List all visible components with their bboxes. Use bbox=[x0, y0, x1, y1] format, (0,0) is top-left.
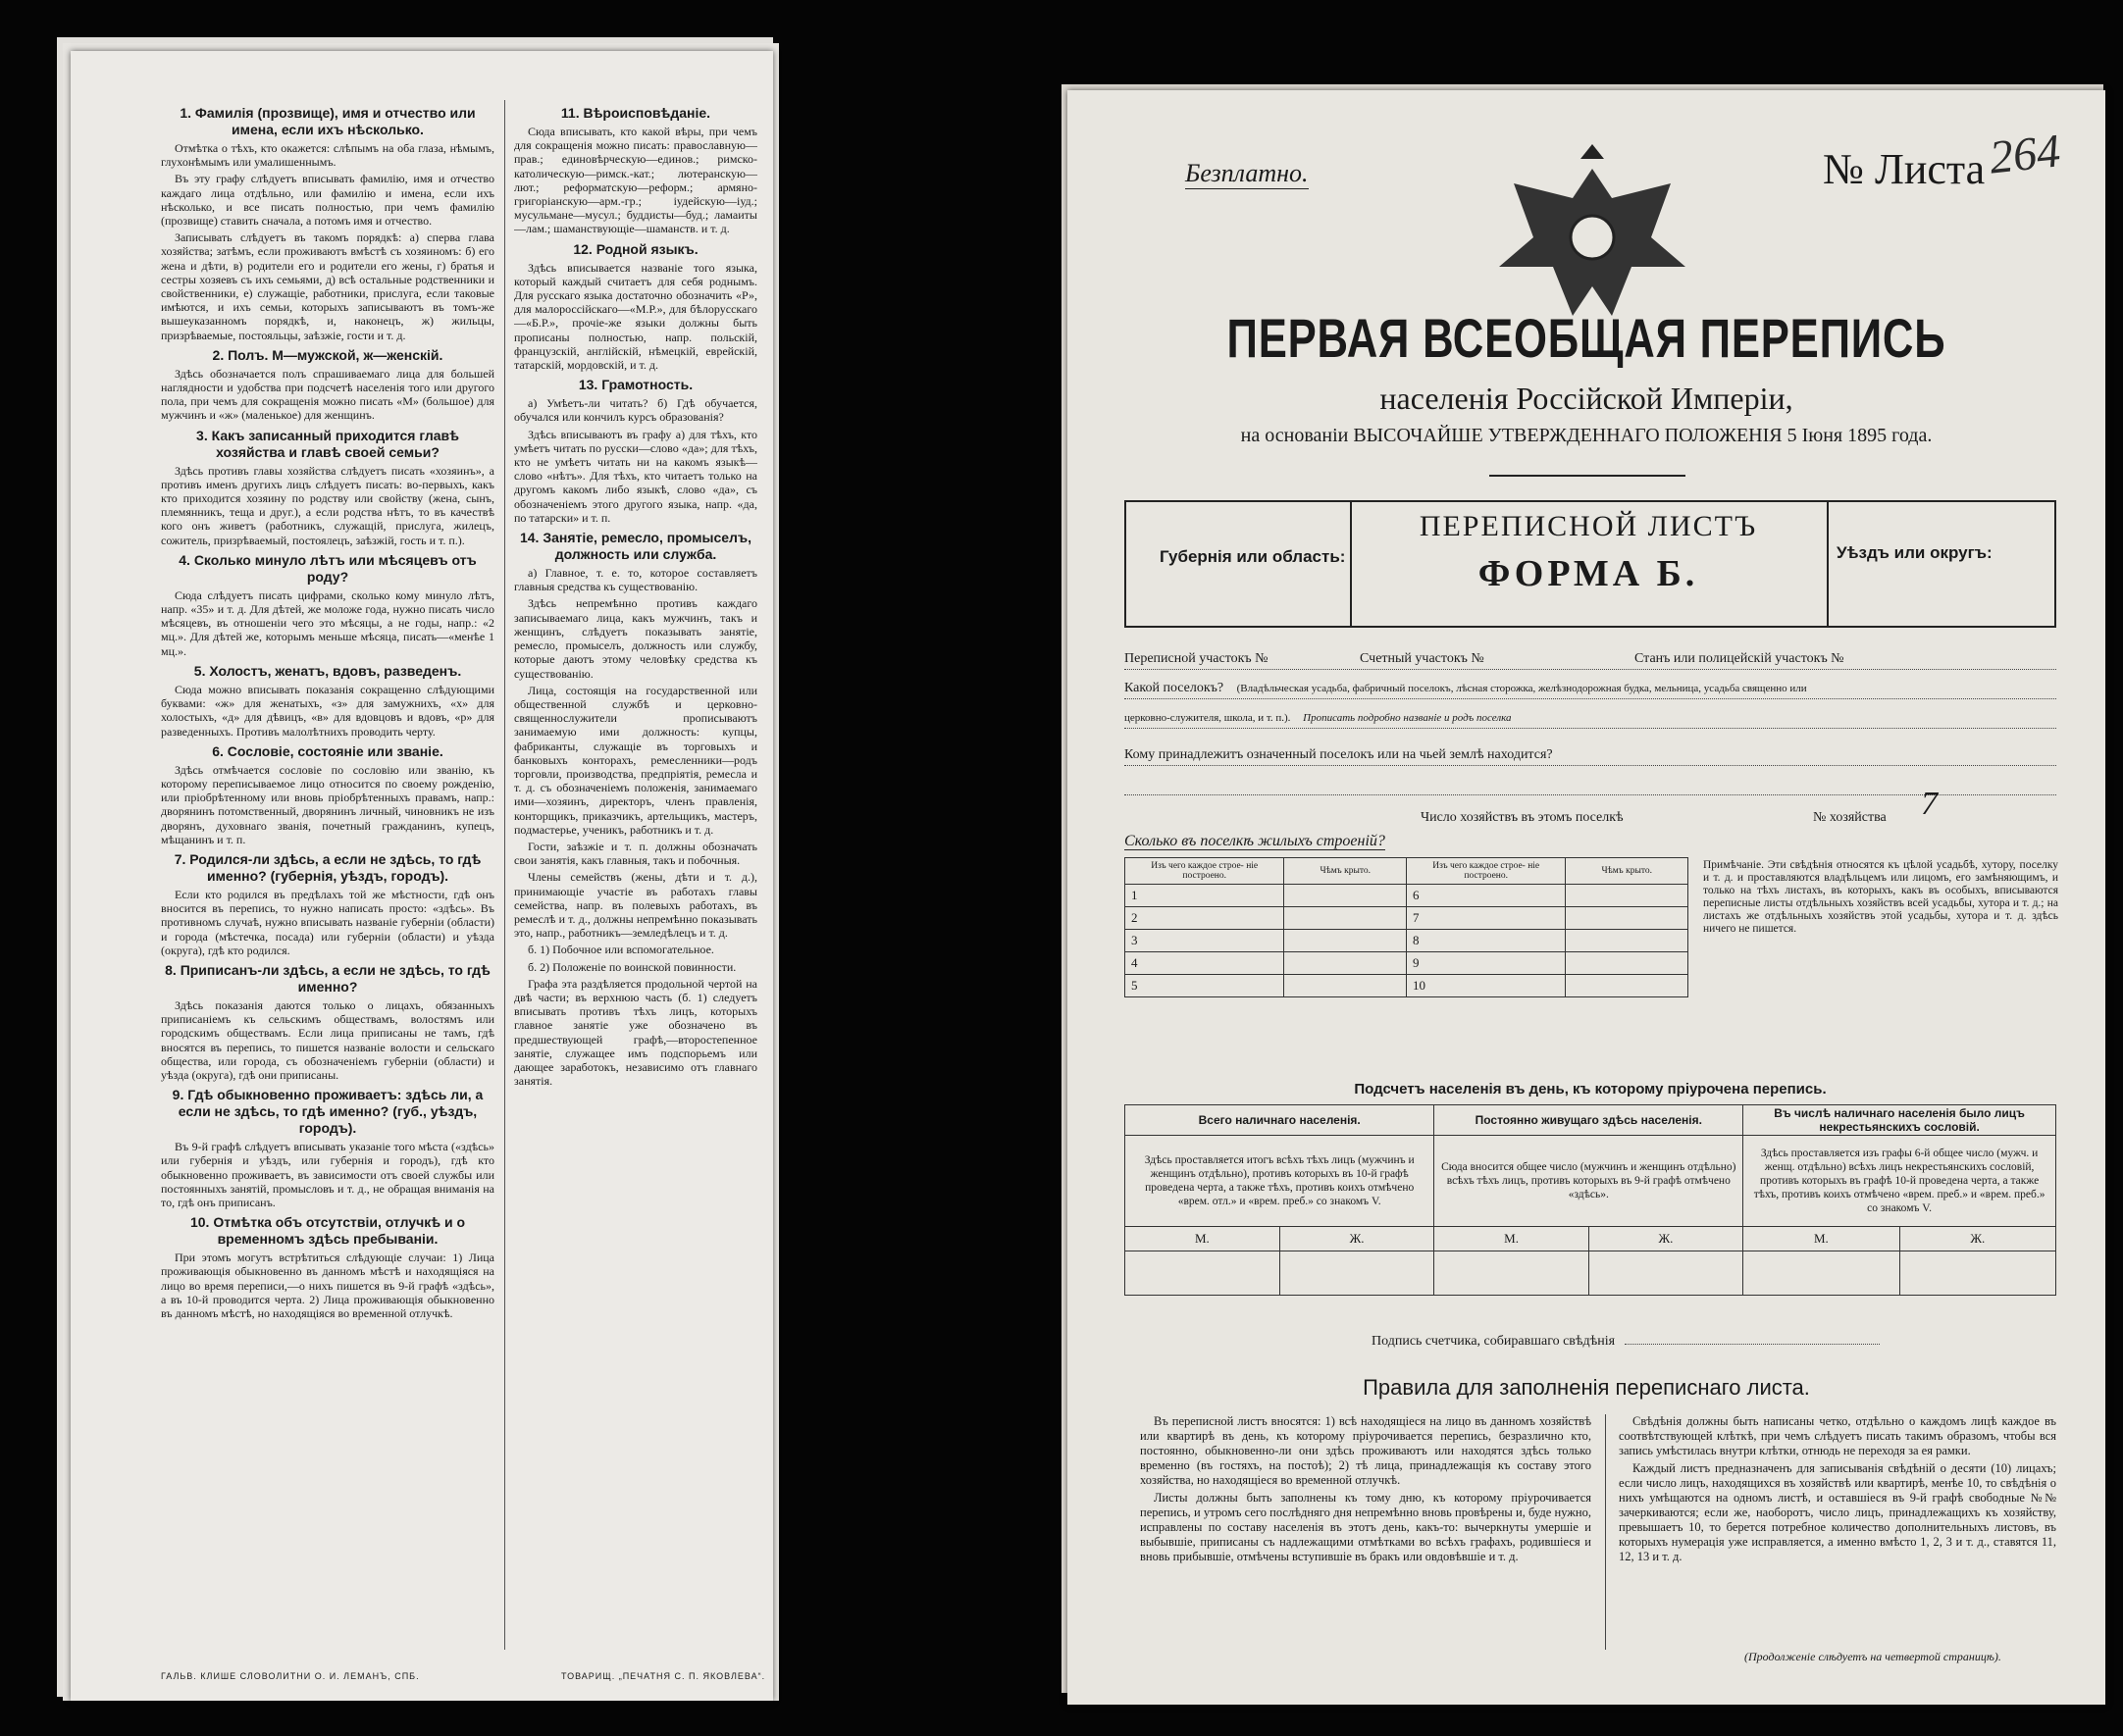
form-subtitle: населенія Россійской Имперіи, bbox=[1379, 381, 1793, 416]
sheet-number-handwritten: 264 bbox=[1987, 125, 2063, 184]
building-row-number: 1 bbox=[1125, 885, 1284, 907]
building-row-number: 4 bbox=[1125, 952, 1284, 975]
buildings-label: Сколько въ поселкѣ жилыхъ строеній? bbox=[1124, 833, 1385, 849]
landowner-line-blank bbox=[1124, 777, 2056, 795]
section-heading: 1. Фамилія (прозвище), имя и отчество или имена, если ихъ нѣсколько. bbox=[180, 105, 476, 137]
building-roof-cell bbox=[1566, 907, 1688, 930]
header-box bbox=[1124, 500, 2056, 628]
rule-paragraph: Каждый листъ предназначенъ для записыванія свѣдѣній о десяти (10) лицахъ; если число лицъ, находящихся въ хозяйствѣ или квартирѣ, менѣе 10, то свѣдѣнія о нихъ умѣщаются на одномъ листѣ, и оставшіеся въ 9-й графѣ свободные №№ зачеркиваются; если же, наоборотъ, число лицъ, принадлежащихъ къ хозяйству, превышаетъ 10, то берется потребное количество дополнительныхъ листовъ, въ которыхъ нумерація уже исправляется, а именно вмѣсто 1, 2, 3 и т. д., ставятся 11, 12, 13 и т. д. bbox=[1619, 1461, 2056, 1563]
gubernia-label: Губернія или область: bbox=[1160, 547, 1346, 566]
title-rule bbox=[1489, 475, 1685, 477]
printer-footer-left: ГАЛЬВ. КЛИШЕ СЛОВОЛИТНИ О. И. ЛЕМАНЪ, СПБ. bbox=[161, 1671, 420, 1681]
section-heading: 8. Приписанъ-ли здѣсь, а если не здѣсь, то гдѣ именно? bbox=[165, 961, 491, 995]
rules-divider bbox=[1605, 1414, 1606, 1650]
count-sex-header: Ж. bbox=[1899, 1227, 2055, 1251]
population-count-table bbox=[1124, 1104, 2056, 1296]
sheet-number-label: № Листа bbox=[1823, 145, 1986, 193]
section-heading: 12. Родной языкъ. bbox=[573, 240, 699, 257]
section-paragraph: б. 2) Положеніе по воинской повинности. bbox=[528, 959, 737, 974]
building-roof-cell bbox=[1566, 952, 1688, 975]
rules-column-right bbox=[1619, 1414, 2056, 1640]
building-row-number: 9 bbox=[1406, 952, 1565, 975]
section-heading: 2. Полъ. М—мужской, ж—женскій. bbox=[212, 346, 443, 363]
count-description: Здѣсь проставляется изъ графы 6-й общее число (мужч. и женщ. отдѣльно) всѣхъ лицъ некрестьянскихъ сословій, противъ которыхъ въ графѣ 10-й проведена черта, а также тѣхъ, противъ коихъ отмѣчено «врем. преб.» и «врем. преб.» со знакомъ V. bbox=[1743, 1136, 2056, 1227]
buildings-table bbox=[1124, 857, 1688, 997]
section-paragraph: а) Главное, т. е. то, которое составляетъ главныя средства къ существованію. bbox=[514, 566, 757, 594]
count-sex-header: М. bbox=[1434, 1227, 1588, 1251]
buildings-table-header: Изъ чего каждое строе- ніе построено. bbox=[1406, 858, 1565, 885]
section-heading: 6. Сословіе, состояніе или званіе. bbox=[212, 742, 443, 759]
form-name: ФОРМА Б. bbox=[1477, 553, 1699, 594]
section-heading: 11. Вѣроисповѣданіе. bbox=[560, 105, 711, 121]
household-number-value: 7 bbox=[1921, 786, 1938, 822]
section-paragraph: Записывать слѣдуетъ въ такомъ порядкѣ: а) сперва глава хозяйства; затѣмъ, если проживаютъ вмѣстѣ съ хозяиномъ: б) его жена и дѣти, в) родители его и родители его жены, г) братья и сестры хозяевъ съ ихъ семьями, д) всѣ остальные родственники и свойственники, е) служащіе, работники, прислуга, если таковые имѣются, и ихъ семьи, которыхъ записываютъ въ томъ-же вышеуказанномъ порядкѣ, и, наконецъ, ж) жильцы, призрѣваемые, постояльцы, заѣзжіе, гости и т. д. bbox=[161, 230, 494, 342]
building-row-number: 8 bbox=[1406, 930, 1565, 952]
building-roof-cell bbox=[1284, 885, 1407, 907]
section-paragraph: Графа эта раздѣляется продольной чертой на двѣ части; въ верхнюю часть (б. 1) следуетъ вписывать противъ тѣхъ лицъ, которыхъ главное занятіе уже обозначено въ предшествующей графѣ,—второстепенное занятіе, служащее имъ подспорьемъ или дающее заработокъ, независимо отъ главнаго занятія. bbox=[514, 976, 757, 1089]
households-label: Число хозяйствъ въ этомъ поселкѣ bbox=[1421, 810, 1624, 825]
count-value-cell bbox=[1279, 1251, 1434, 1296]
rules-title: Правила для заполненія переписнаго листа. bbox=[1363, 1375, 1810, 1400]
enumeration-district-label: Переписной участокъ № bbox=[1124, 651, 1269, 666]
free-label: Безплатно. bbox=[1185, 159, 1309, 187]
buildings-table-header: Чѣмъ крыто. bbox=[1284, 858, 1407, 885]
household-number-label: № хозяйства bbox=[1813, 810, 1887, 825]
buildings-table-header: Изъ чего каждое строе- ніе построено. bbox=[1125, 858, 1284, 885]
section-heading: 13. Грамотность. bbox=[578, 377, 694, 393]
section-paragraph: Сюда можно вписывать показанія сокращенно слѣдующими буквами: «ж» для женатыхъ, «з» для замужнихъ, «х» для холостыхъ, «д» для дѣвицъ, «в» для вдовцовъ и вдовъ, «р» для разведенныхъ. Противъ малолѣтнихъ проводить черту. bbox=[161, 682, 494, 739]
section-paragraph: Сюда вписывать, кто какой вѣры, при чемъ для сокращенія можно писать: православную—прав.; единовѣрческую—единов.; римско-католическую—римск.-кат.; лютеранскую—лют.; реформатскую—реформ.; армяно-григоріанскую—арм.-гр.; іудейскую—іуд.; мусульмане—мусул.; буддисты—буд.; ламаиты—лам.; шаманствующіе—шаманств. и т. д. bbox=[514, 125, 757, 236]
form-title: ПЕРЕПИСНОЙ ЛИСТЪ bbox=[1419, 510, 1758, 542]
rule-paragraph: Листы должны быть заполнены къ тому дню, къ которому пріурочивается перепись, и утромъ сего послѣдняго дня непремѣнно вновь провѣрены и, буде нужно, исправлены по составу населенія въ этотъ день, какъ-то: вычеркнуты умершіе и выбывшіе, приписаны съ надлежащими отмѣтками во всѣхъ графахъ, родившіеся и вновь прибывшіе, отмѣчены вступившіе въ бракъ или овдовѣвшіе и т. д. bbox=[1140, 1491, 1591, 1563]
settlement-hint: (Владѣльческая усадьба, фабричный поселокъ, лѣсная сторожка, желѣзнодорожная будка, мельница, усадьба священно или bbox=[1236, 683, 1807, 694]
building-roof-cell bbox=[1566, 975, 1688, 997]
population-count-title: Подсчетъ населенія въ день, къ которому пріурочена перепись. bbox=[1354, 1081, 1827, 1098]
district-line bbox=[1124, 651, 2056, 670]
building-roof-cell bbox=[1566, 930, 1688, 952]
count-value-cell bbox=[1588, 1251, 1742, 1296]
instructions-column-1 bbox=[161, 100, 494, 1650]
count-value-cell bbox=[1434, 1251, 1588, 1296]
rule-paragraph: Въ переписной листъ вносятся: 1) всѣ находящіеся на лицо въ данномъ хозяйствѣ или квартирѣ въ день, къ которому пріурочивается перепись, безразлично кто, постоянно, обыкновенно-ли они здѣсь проживаютъ или находятся здѣсь только временно (въ гостяхъ, на постоѣ); 2) тѣ лица, принадлежащія къ составу этого хозяйства, но находящіеся во временной отлучкѣ. bbox=[1140, 1414, 1591, 1487]
building-row-number: 3 bbox=[1125, 930, 1284, 952]
settlement-hint-italic: Прописать подробно названіе и родъ поселка bbox=[1303, 712, 1512, 724]
buildings-table-header: Чѣмъ крыто. bbox=[1566, 858, 1688, 885]
count-sex-header: М. bbox=[1743, 1227, 1899, 1251]
column-divider bbox=[504, 100, 505, 1650]
section-paragraph: а) Умѣетъ-ли читать? б) Гдѣ обучается, обучался или кончилъ курсъ образованія? bbox=[514, 396, 757, 425]
section-paragraph: Здѣсь показанія даются только о лицахъ, обязанныхъ приписаніемъ къ сельскимъ обществамъ, волостямъ или городскимъ обществамъ. Если лица приписаны не тамъ, гдѣ вносятся въ перепись, то пишется названіе волости и сельскаго общества, или города, съ обозначеніемъ губерніи (области) и уѣзда (округа), гдѣ они приписаны. bbox=[161, 997, 494, 1082]
section-paragraph: Лица, состоящія на государственной или общественной службѣ и церковно-священнослужители прописываютъ занимаемую ими должность: купцы, фабриканты, служащіе въ торговыхъ и банковыхъ конторахъ, ремесленники—родъ торговли, производства, предпріятія, ремесла и т. д. съ обозначеніемъ положенія, занимаемаго ими—хозяинъ, директоръ, членъ правленія, конторщикъ, приказчикъ, артельщикъ, мастеръ, подмастерье, ученикъ, работникъ и т. д. bbox=[514, 683, 757, 837]
building-row-number: 6 bbox=[1406, 885, 1565, 907]
count-sex-header: Ж. bbox=[1588, 1227, 1742, 1251]
rule-paragraph: Свѣдѣнія должны быть написаны четко, отдѣльно о каждомъ лицѣ каждое въ соотвѣтствующей клѣткѣ, при чемъ слѣдуетъ писать такимъ образомъ, чтобы вся запись умѣстилась внутри клѣтки, отнюдь не переходя за ея рамки. bbox=[1619, 1414, 2056, 1457]
building-row-number: 7 bbox=[1406, 907, 1565, 930]
section-paragraph: Если кто родился въ предѣлахъ той же мѣстности, гдѣ онъ вносится въ перепись, то нужно написать просто: «здѣсь». Въ противномъ случаѣ, нужно вписывать названіе губерніи (области) и города (мѣстечка, посада) или губерніи (области) и уѣзда (округа), гдѣ кто родился. bbox=[161, 887, 494, 957]
count-description: Сюда вносится общее число (мужчинъ и женщинъ отдѣльно) всѣхъ тѣхъ лицъ, противъ которыхъ въ 9-й графѣ отмѣчено «здѣсь». bbox=[1434, 1136, 1743, 1227]
section-paragraph: Здѣсь вписывается названіе того языка, который каждый считаетъ для себя роднымъ. Для русскаго языка достаточно обозначить «Р», для малороссійскаго—«М.Р.», для бѣлорусскаго—«Б.Р.», прочіе-же языки должны быть прописаны полностью, напр. польскій, французскій, англійскій, нѣмецкій, еврейскій, татарскій, мордовскій, и т. д. bbox=[514, 260, 757, 373]
building-row-number: 2 bbox=[1125, 907, 1284, 930]
imperial-eagle-emblem bbox=[1494, 129, 1690, 326]
count-description: Здѣсь проставляется итогъ всѣхъ тѣхъ лицъ (мужчинъ и женщинъ отдѣльно), противъ которыхъ въ 10-й графѣ проведена черта, а также тѣхъ, противъ коихъ отмѣчено «врем. отл.» и «врем. преб.» со знакомъ V. bbox=[1125, 1136, 1434, 1227]
building-roof-cell bbox=[1284, 907, 1407, 930]
header-divider bbox=[1827, 502, 1829, 626]
building-roof-cell bbox=[1284, 975, 1407, 997]
settlement-label: Какой поселокъ? bbox=[1124, 681, 1224, 695]
section-heading: 7. Родился-ли здѣсь, а если не здѣсь, то гдѣ именно? (губернія, уѣздъ, городъ). bbox=[174, 850, 482, 884]
settlement-line-2 bbox=[1124, 710, 2056, 729]
count-value-cell bbox=[1743, 1251, 1899, 1296]
count-header: Въ числѣ наличнаго населенія было лицъ некрестьянскихъ сословій. bbox=[1743, 1105, 2056, 1136]
section-paragraph: Здѣсь обозначается полъ спрашиваемаго лица для большей наглядности и удобства при подсчетѣ населенія того или другого пола, при чемъ для сокращенія можно писать «М» (большое) для мужчинъ и «ж» (маленькое) для женщинъ. bbox=[161, 366, 494, 423]
section-paragraph: Сюда слѣдуетъ писать цифрами, сколько кому минуло лѣтъ, напр. «35» и т. д. Для дѣтей, же моложе года, нужно писать число мѣсяцевъ, въ отношеніи чего это мѣсяцы, а не годы, напр.: «2 мц.». Для дѣтей же, которымъ меньше мѣсяца, писать—«менѣе 1 мц.». bbox=[161, 587, 494, 658]
owner-line bbox=[1124, 747, 2056, 766]
police-district-label: Станъ или полицейскій участокъ № bbox=[1634, 651, 1844, 666]
building-row-number: 5 bbox=[1125, 975, 1284, 997]
form-main-title: ПЕРВАЯ ВСЕОБЩАЯ ПЕРЕПИСЬ bbox=[1226, 307, 1946, 369]
instructions-column-2 bbox=[514, 100, 757, 1650]
section-paragraph: Здѣсь непремѣнно противъ каждаго записываемаго лица, какъ мужчинъ, такъ и женщинъ, слѣдуетъ показывать занятіе, ремесло, промыселъ, должность или службу, которые даютъ этому человѣку средства къ существованію. bbox=[514, 596, 757, 681]
section-paragraph: Здѣсь противъ главы хозяйства слѣдуетъ писать «хозяинъ», а противъ именъ другихъ лицъ слѣдуетъ писать: во-первыхъ, какъ кто приходится хозяину по родству или свойству (жена, сынъ, племянникъ, теща и друг.), а если родства нѣтъ, то въ качествѣ кого онъ живетъ (работникъ, служащій, прислуга, жилецъ, сожитель, призрѣваемый, постоялецъ, заѣзжій, гость и т. п.). bbox=[161, 463, 494, 547]
buildings-note: Примѣчаніе. Эти свѣдѣнія относятся къ цѣлой усадьбѣ, хутору, поселку и т. д. и проставляются владѣльцемъ или лицомъ, его замѣняющимъ, и только на тѣхъ листахъ, въ которыхъ, какъ въ особыхъ, вписываются переписные листы отдѣльныхъ хозяйствъ всей усадьбы, хутора и т. д.; на листахъ же отдѣльныхъ хозяйствъ этой усадьбы, хутора и т. д. здѣсь ничего не пишется. bbox=[1703, 859, 2058, 935]
section-heading: 4. Сколько минуло лѣтъ или мѣсяцевъ отъ роду? bbox=[179, 551, 477, 585]
section-paragraph: Въ 9-й графѣ слѣдуетъ вписывать указаніе того мѣста («здѣсь» или губернія и уѣздъ, или губернія и городъ), гдѣ кто обыкновенно проживаетъ, въ зависимости отъ своей службы или постоянныхъ занятій, промысловъ и т. д., не обращая вниманія на то, гдѣ онъ приписанъ. bbox=[161, 1140, 494, 1209]
uezd-label: Уѣздъ или округъ: bbox=[1837, 543, 1993, 562]
building-roof-cell bbox=[1284, 952, 1407, 975]
building-roof-cell bbox=[1284, 930, 1407, 952]
section-paragraph: Въ эту графу слѣдуетъ вписывать фамилію, имя и отчество каждаго лица отдѣльно, или фамилію и имена, если ихъ нѣсколько, и все писать полностью, при чемъ фамилію (прозвище) ставить сначала, а потомъ имя и отчество. bbox=[161, 172, 494, 229]
count-sex-header: М. bbox=[1125, 1227, 1280, 1251]
section-paragraph: При этомъ могутъ встрѣтиться слѣдующіе случаи: 1) Лица проживающія обыкновенно въ данномъ мѣстѣ и находящіяся на лицо во время переписи,—о нихъ пишется въ 9-й графѣ «здѣсь», а въ 10-й проводится черта. 2) Лица проживающія обыкновенно въ данномъ мѣстѣ, но находящіяся во временной отлучкѣ. bbox=[161, 1251, 494, 1320]
census-form-sheet bbox=[1067, 90, 2105, 1705]
count-value-cell bbox=[1899, 1251, 2055, 1296]
section-paragraph: Здѣсь вписываютъ въ графу а) для тѣхъ, кто умѣетъ читать по русски—слово «да»; для тѣхъ, кто не умѣетъ читать ни на какомъ языкѣ—слово «нѣтъ». Для тѣхъ, кто читаетъ только на другомъ какомъ либо языкѣ, слово «да», съ обозначеніемъ этого другого языка, напр. «да, по татарски» и т. п. bbox=[514, 427, 757, 525]
count-sex-header: Ж. bbox=[1279, 1227, 1434, 1251]
count-header: Всего наличнаго населенія. bbox=[1125, 1105, 1434, 1136]
count-header: Постоянно живущаго здѣсь населенія. bbox=[1434, 1105, 1743, 1136]
count-value-cell bbox=[1125, 1251, 1280, 1296]
signature-line bbox=[1372, 1334, 1880, 1350]
section-paragraph: Здѣсь отмѣчается сословіе по сословію или званію, къ которому переписываемое лицо относится по своему рожденію, или пріобрѣтенному или вновь пріобрѣтенныхъ правамъ, напр.: дворянинъ потомственный, дворянинъ личный, чиновникъ не изъ дворянъ, духовнаго званія, почетный гражданинъ, купецъ, мѣщанинъ и т. п. bbox=[161, 762, 494, 846]
section-heading: 9. Гдѣ обыкновенно проживаетъ: здѣсь ли, а если не здѣсь, то гдѣ именно? (губ., уѣздъ, городъ). bbox=[172, 1087, 484, 1137]
left-sheet bbox=[71, 51, 773, 1701]
section-heading: 3. Какъ записанный приходится главѣ хозяйства и главѣ своей семьи? bbox=[196, 427, 459, 460]
section-paragraph: Гости, заѣзжіе и т. п. должны обозначать свои занятія, какъ главныя, такъ и побочныя. bbox=[514, 839, 757, 868]
section-heading: 10. Отмѣтка объ отсутствіи, отлучкѣ и о временномъ здѣсь пребываніи. bbox=[189, 1214, 466, 1248]
section-paragraph: б. 1) Побочное или вспомогательное. bbox=[528, 943, 714, 957]
building-row-number: 10 bbox=[1406, 975, 1565, 997]
section-heading: 5. Холостъ, женатъ, вдовъ, разведенъ. bbox=[193, 662, 462, 679]
continued-note: (Продолженіе слѣдуетъ на четвертой страницѣ). bbox=[1744, 1650, 2001, 1663]
section-paragraph: Члены семействъ (жены, дѣти и т. д.), принимающіе участіе въ работахъ главы семейства, напр. въ полевыхъ работахъ, въ ремеслѣ и т. д., должны непремѣнно показывать это, напр., работникъ—земледѣлецъ и т. д. bbox=[514, 870, 757, 941]
rules-column-left bbox=[1140, 1414, 1591, 1669]
owner-label: Кому принадлежитъ означенный поселокъ или на чьей землѣ находится? bbox=[1124, 747, 1553, 762]
section-heading: 14. Занятіе, ремесло, промыселъ, должность или служба. bbox=[519, 530, 752, 563]
signature-blank bbox=[1625, 1344, 1880, 1345]
households-line bbox=[1421, 786, 1938, 826]
building-roof-cell bbox=[1566, 885, 1688, 907]
printer-footer-right: ТОВАРИЩ. „ПЕЧАТНЯ С. П. ЯКОВЛЕВА“. bbox=[561, 1671, 766, 1681]
signature-label: Подпись счетчика, собиравшаго свѣдѣнія bbox=[1372, 1334, 1616, 1349]
form-subtitle-decree: на основаніи ВЫСОЧАЙШЕ УТВЕРЖДЕННАГО ПОЛОЖЕНІЯ 5 Іюня 1895 года. bbox=[1240, 425, 1933, 446]
counting-district-label: Счетный участокъ № bbox=[1360, 651, 1484, 666]
settlement-hint-2: церковно-служителя, школа, и т. п.). bbox=[1124, 712, 1291, 724]
settlement-line bbox=[1124, 681, 2056, 699]
section-paragraph: Отмѣтка о тѣхъ, кто окажется: слѣпымъ на оба глаза, нѣмымъ, глухонѣмымъ или умалишеннымъ. bbox=[161, 141, 494, 170]
